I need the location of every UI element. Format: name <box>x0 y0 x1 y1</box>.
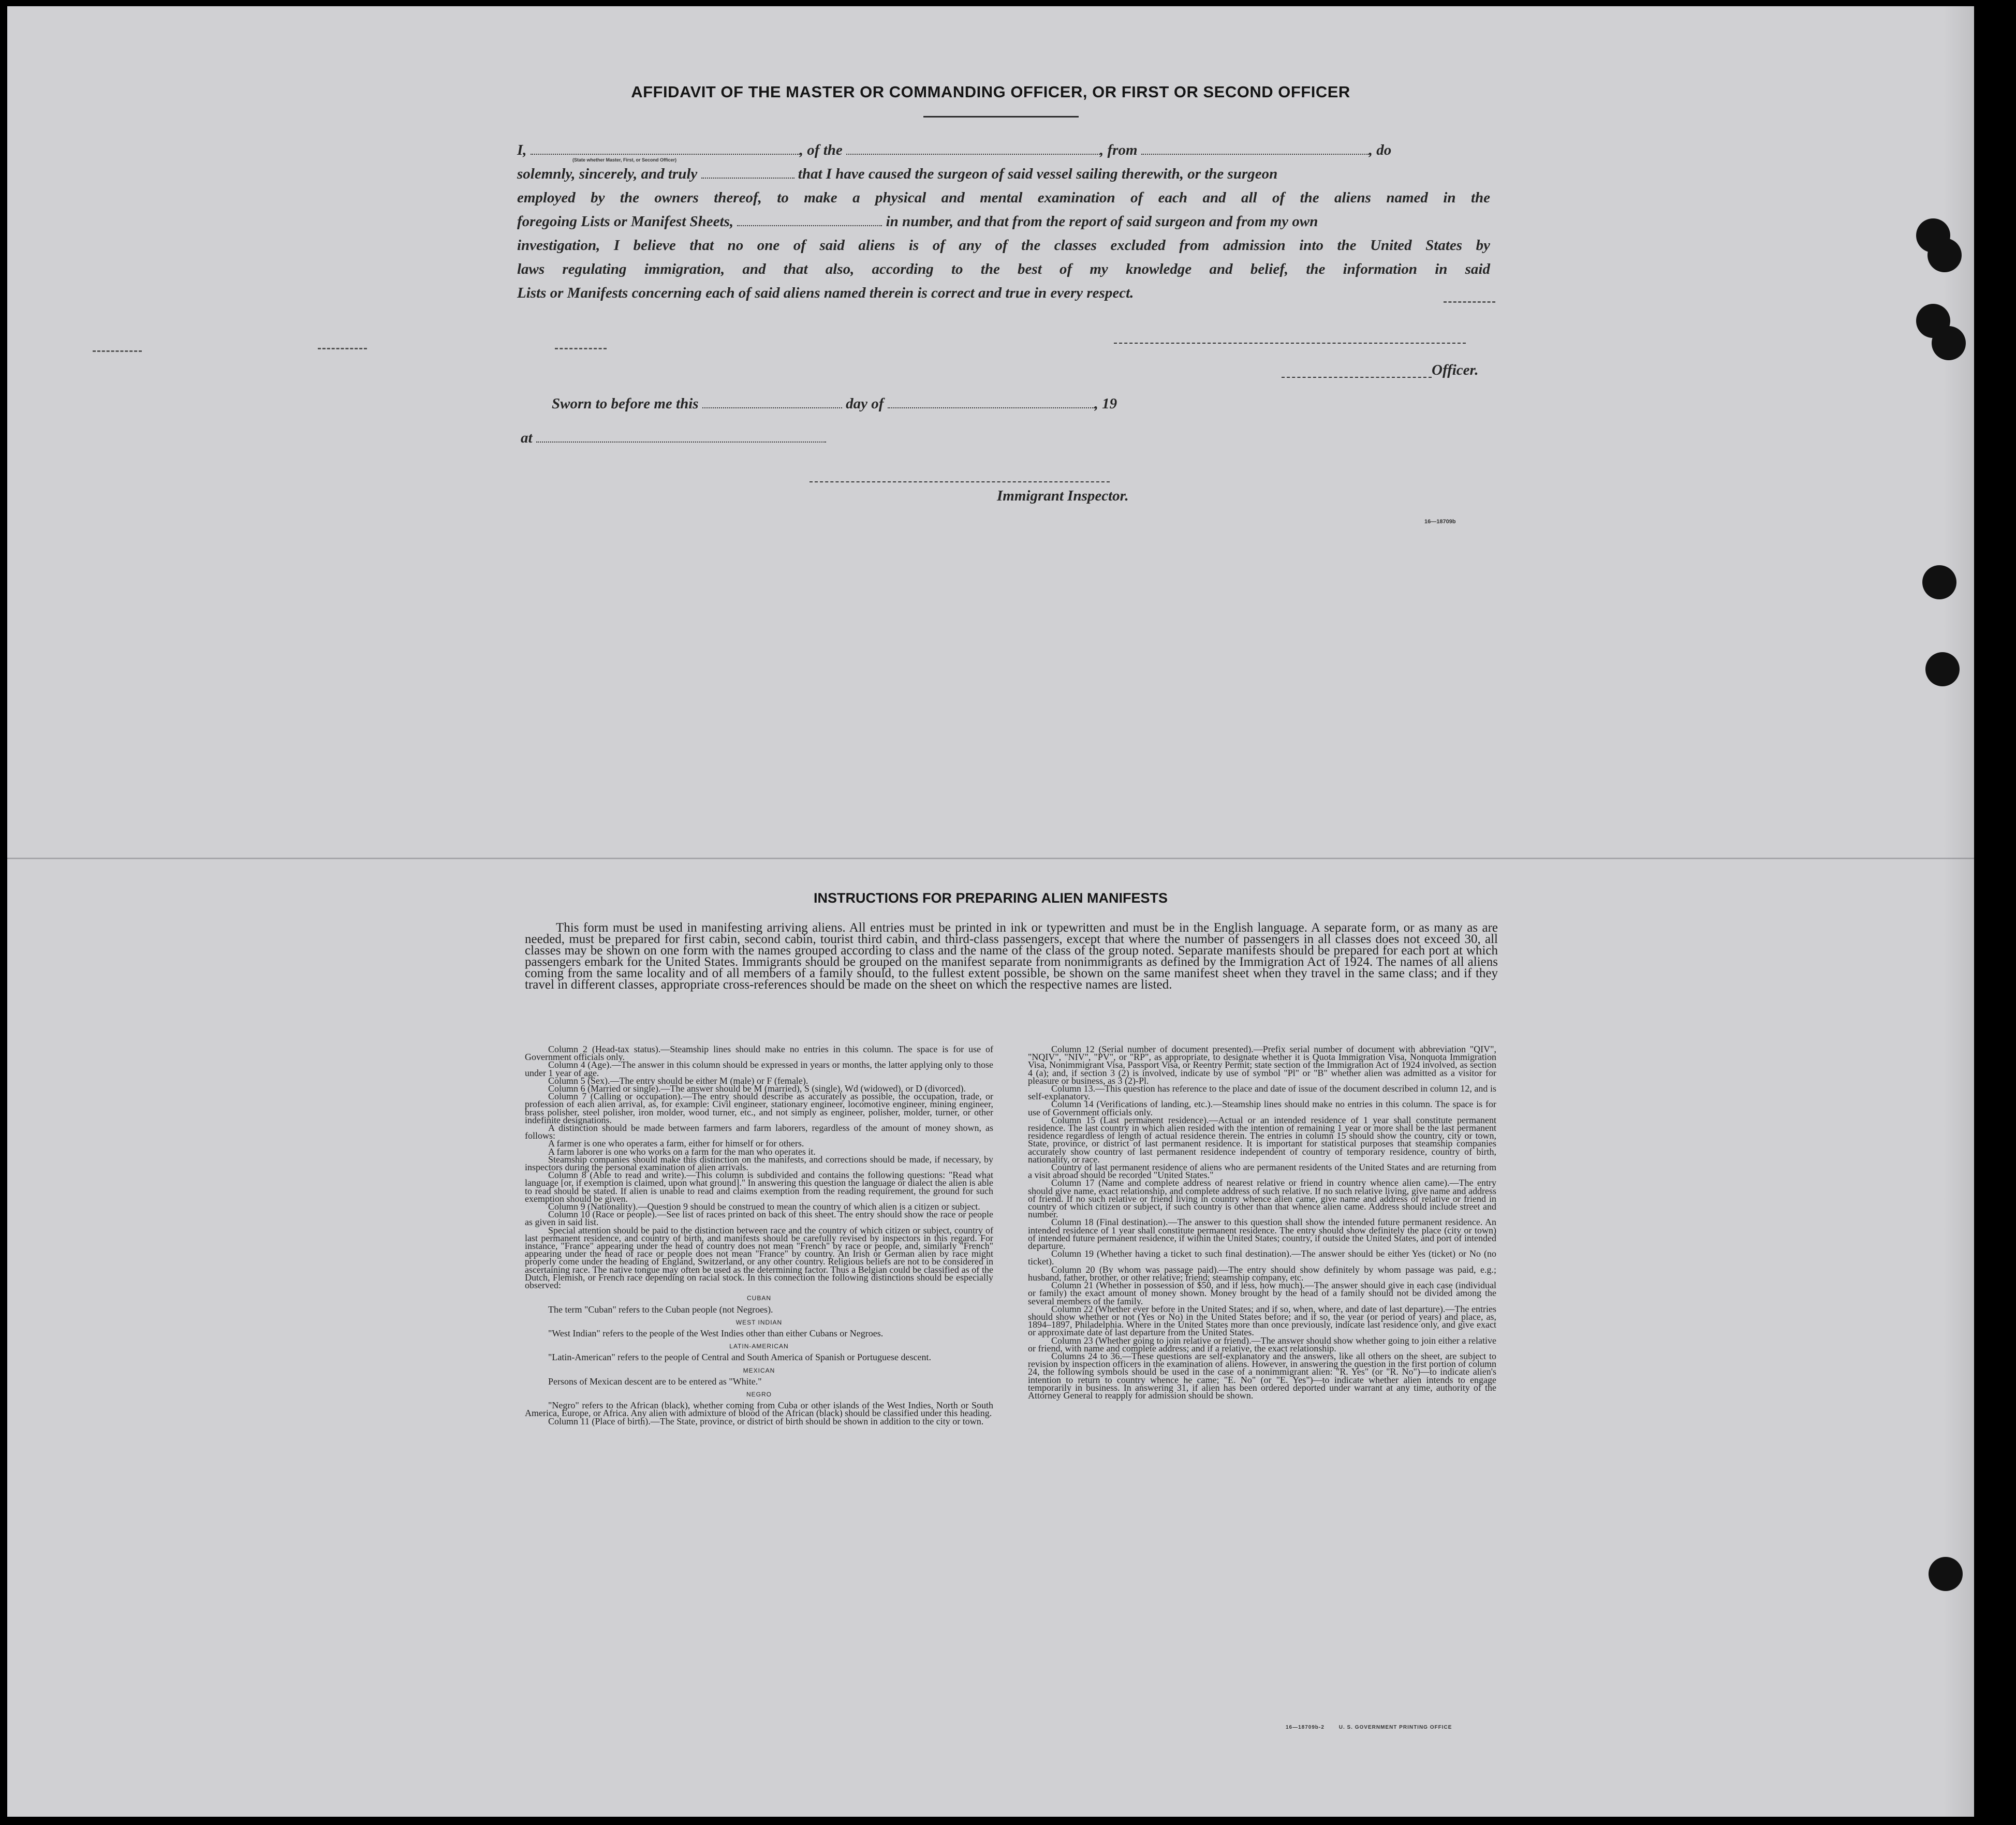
at-label: at <box>521 430 533 446</box>
affidavit-line-4b: in number, and that from the report of said surgeon and from my own <box>886 213 1318 230</box>
affidavit-line-2 <box>517 166 1490 183</box>
stray-mark <box>93 350 142 352</box>
instruction-paragraph: Column 6 (Married or single).—The answer should be M (married), S (single), Wd (widowed), or D (divorced). <box>548 1083 966 1094</box>
affidavit-line-3: employed by the owners thereof, to make a physical and mental examination of each and all of the aliens named in the <box>517 189 1490 206</box>
inspector-signature-line[interactable] <box>810 481 1110 482</box>
race-definition-cuban: The term "Cuban" refers to the Cuban people (not Negroes). <box>548 1304 773 1315</box>
affidavit-from: , from <box>1100 142 1138 158</box>
instruction-paragraph: A distinction should be made between farmers and farm laborers, regardless of the amount of money shown, as follows: <box>525 1123 993 1141</box>
sworn-text: Sworn to before me this <box>552 395 699 412</box>
affidavit-line-6: laws regulating immigration, and that also, according to the best of my knowledge and belief, the information in said <box>517 261 1490 277</box>
instruction-paragraph: Column 9 (Nationality).—Question 9 should be construed to mean the country of which alien is a citizen or subject. <box>548 1201 980 1212</box>
port-from-field[interactable] <box>1141 142 1369 155</box>
race-definition-west-indian: "West Indian" refers to the people of the West Indies other than either Cubans or Negroes. <box>548 1328 884 1338</box>
instruction-paragraph: Column 8 (Able to read and write).—This column is subdivided and contains the following questions: "Read what language [or, if exemption is claimed, upon what ground]." In answering this question the language or dialect the alien is able to read should be stated. If alien is unable to read and claims exemption from the reading requirement, the ground for such exemption should be given. <box>525 1170 993 1204</box>
day-of-text: day of <box>846 395 884 412</box>
race-heading-negro: NEGRO <box>746 1390 772 1398</box>
punch-hole <box>1925 652 1960 686</box>
edge-shadow <box>1943 6 1974 1817</box>
affidavit-line-2b: that I have caused the surgeon of said vessel sailing therewith, or the surgeon <box>798 166 1278 182</box>
instruction-paragraph: Column 23 (Whether going to join relative or friend).—The answer should show whether going to join either a relative or friend, with name and complete address; and if a relative, the exact relationship. <box>1028 1335 1496 1353</box>
fold-line <box>7 858 1974 859</box>
punch-hole <box>1929 1557 1963 1591</box>
instruction-paragraph: Columns 24 to 36.—These questions are self-explanatory and the answers, like all others on the sheet, are subject to revision by inspection officers in the examination of aliens. However, in answering the question in the first portion of column 24, the following symbols should be used in the case of a nonimmigrant alien: "R. Yes" (or "R. No")—to indicate alien's intention to return to country whence he came; "E. No" (or "E. Yes")—to indicate whether alien intends to engage temporarily in business. In answering 31, if alien has been ordered deported under warrant at any time, authority of the Attorney General to reapply for admission should be shown. <box>1028 1350 1496 1401</box>
instructions-intro: This form must be used in manifesting arriving aliens. All entries must be printed in ink or typewritten and must be in the English language. A separate form, or as many as are needed, must be prepared for first cabin, second cabin, tourist third cabin, and third-class passengers, except that where the number of passengers in all classes does not exceed 30, all classes may be shown on one form with the names grouped according to class and the name of the class of the group noted. Separate manifests should be prepared for each port at which passengers embark for the United States. Immigrants should be grouped on the manifest separate from nonimmigrants as defined by the Immigration Act of 1924. The names of all aliens coming from the same locality and of all members of a family should, to the fullest extent possible, be shown on the same manifest sheet when they travel in the same class; and if they travel in different classes, appropriate cross-references should be made on the sheet on which the respective names are listed. <box>525 921 1498 992</box>
instruction-paragraph: Column 2 (Head-tax status).—Steamship lines should make no entries in this column. The space is for use of Government officials only. <box>525 1044 993 1063</box>
vessel-name-field[interactable] <box>846 142 1100 155</box>
officer-label: Officer. <box>1432 362 1479 378</box>
race-definition-mexican: Persons of Mexican descent are to be entered as "White." <box>548 1376 762 1387</box>
instruction-paragraph: Column 10 (Race or people).—See list of races printed on back of this sheet. The entry should show the race or people as given in said list. <box>525 1209 993 1228</box>
officer-signature-line[interactable] <box>1282 377 1432 378</box>
instructions-title: INSTRUCTIONS FOR PREPARING ALIEN MANIFESTS <box>813 890 1168 906</box>
affidavit-of-the: , of the <box>799 142 843 158</box>
instruction-paragraph: Column 17 (Name and complete address of nearest relative or friend in country whence alien came).—The entry should give name, exact relationship, and complete address of such relative. If no such relative living, give name and address of friend. If no such relative or friend living in country whence alien came, give name and address of relative or friend in country of which citizen or subject, if such country is other than that whence alien came. Address should include street and number. <box>1028 1178 1496 1220</box>
instruction-paragraph: Column 4 (Age).—The answer in this column should be expressed in years or months, the latter applying only to those under 1 year of age. <box>525 1059 993 1078</box>
stray-mark <box>318 348 367 349</box>
printer-imprint: U. S. GOVERNMENT PRINTING OFFICE <box>1338 1725 1452 1730</box>
race-definition-negro: "Negro" refers to the African (black), whether coming from Cuba or other islands of the West Indies, North or South America, Europe, or Africa. Any alien with admixture of blood of the African (black) should be classified under this heading. <box>525 1400 993 1419</box>
affidavit-do: , do <box>1368 142 1392 158</box>
affidavit-line-4 <box>517 213 1490 230</box>
instruction-paragraph: Column 13.—This question has reference to the place and date of issue of the document described in column 12, and is self-explanatory. <box>1028 1083 1496 1102</box>
instruction-paragraph: A farm laborer is one who works on a farm for the man who operates it. <box>548 1146 816 1157</box>
affidavit-title: AFFIDAVIT OF THE MASTER OR COMMANDING OFFICER, OR FIRST OR SECOND OFFICER <box>631 83 1350 101</box>
instruction-paragraph: Column 21 (Whether in possession of $50, and if less, how much).—The answer should give in each case (individual or family) the exact amount of money shown. Money brought by the head of a family should not be divided among the several members of the family. <box>1028 1280 1496 1306</box>
punch-hole <box>1932 326 1966 360</box>
manifest-sheet <box>7 6 1974 1817</box>
instruction-paragraph: Column 18 (Final destination).—The answer to this question shall show the intended future permanent residence. An intended residence of 1 year shall constitute permanent residence. The entry should show definitely the place (city or town) of intended future permanent residence, if within the United States; country, if outside the United States, and port of intended departure. <box>1028 1217 1496 1252</box>
race-heading-mexican: MEXICAN <box>743 1366 775 1374</box>
instruction-paragraph: Special attention should be paid to the distinction between race and the country of which citizen or subject, country of last permanent residence, and country of birth, and manifests should be carefully revised by inspectors in this regard. For instance, "France" appearing under the head of country does not mean "French" by race or people, and, similarly "French" appearing under the head of race or people does not mean "France" by country. An Irish or German alien by race might properly come under the heading of England, Switzerland, or any other country. Religious beliefs are not to be considered in ascertaining race. The native tongue may often be used as the determining factor. Thus a Belgian could be classified as of the Dutch, Flemish, or French race depending on racial stock. In this connection the following distinctions should be especially observed: <box>525 1225 993 1291</box>
sworn-line <box>552 395 1117 413</box>
sworn-month-field[interactable] <box>888 396 1095 408</box>
sworn-day-field[interactable] <box>702 396 842 408</box>
affidavit-line-1 <box>517 142 1490 159</box>
punch-hole <box>1922 565 1956 599</box>
instructions-left-column <box>525 1046 993 1425</box>
officer-rank-field[interactable] <box>531 142 800 155</box>
instruction-paragraph: Country of last permanent residence of aliens who are permanent residents of the United States and are returning from a visit abroad should be recorded "United States." <box>1028 1162 1496 1181</box>
inspector-label: Immigrant Inspector. <box>997 488 1129 504</box>
affidavit-line-7: Lists or Manifests concerning each of said aliens named therein is correct and true in every respect. <box>517 285 1134 301</box>
title-underline <box>923 116 1079 117</box>
alien-count-field[interactable] <box>737 214 882 226</box>
race-heading-latin-american: LATIN-AMERICAN <box>729 1343 789 1350</box>
affidavit-form-code: 16—18709b <box>1424 519 1456 525</box>
rank-field-note: (State whether Master, First, or Second Officer) <box>572 157 677 163</box>
instruction-paragraph: Column 20 (By whom was passage paid).—The entry should show definitely by whom passage was paid, e.g.; husband, father, brother, or other relative; friend; steamship company, etc. <box>1028 1264 1496 1283</box>
affidavit-line-2a: solemnly, sincerely, and truly <box>517 166 698 182</box>
affidavit-line-5: investigation, I believe that no one of said aliens is of any of the classes excluded from admission into the United States by <box>517 237 1490 254</box>
signature-line[interactable] <box>1114 343 1466 344</box>
race-heading-west-indian: WEST INDIAN <box>735 1318 783 1326</box>
instruction-paragraph: Column 14 (Verifications of landing, etc.).—Steamship lines should make no entries in this column. The space is for use of Government officials only. <box>1028 1099 1496 1117</box>
affidavit-i: I, <box>517 142 527 158</box>
year-prefix: , 19 <box>1094 395 1117 412</box>
swear-field[interactable] <box>701 166 794 179</box>
instructions-right-column <box>1028 1046 1496 1400</box>
race-definition-latin-american: "Latin-American" refers to the people of Central and South America of Spanish or Portuguese descent. <box>548 1352 931 1363</box>
affidavit-line-4a: foregoing Lists or Manifest Sheets, <box>517 213 734 230</box>
sworn-place-field[interactable] <box>536 430 826 443</box>
stray-mark <box>555 348 607 349</box>
instruction-paragraph: Column 11 (Place of birth).—The State, province, or district of birth should be shown in addition to the city or town. <box>548 1416 984 1426</box>
instruction-paragraph: Column 19 (Whether having a ticket to such final destination).—The answer should be either Yes (ticket) or No (no ticket). <box>1028 1248 1496 1267</box>
instruction-paragraph: Column 5 (Sex).—The entry should be either M (male) or F (female). <box>548 1075 808 1086</box>
instruction-paragraph: Steamship companies should make this distinction on the manifests, and corrections should be made, if necessary, by inspectors during the personal examination of alien arrivals. <box>525 1154 993 1173</box>
footer-codes <box>1286 1725 1464 1730</box>
instruction-paragraph: A farmer is one who operates a farm, either for himself or for others. <box>548 1138 804 1149</box>
race-heading-cuban: CUBAN <box>746 1294 771 1302</box>
instruction-paragraph: Column 15 (Last permanent residence).—Actual or an intended residence of 1 year shall constitute permanent residence. The last country in which alien resided with the intention of remaining 1 year or more shall be the last permanent residence regardless of length of actual residence therein. The entries in column 15 should show the country, city or town, State, province, or district of last permanent residence. It is important for statistical purposes that steamship companies accurately show country of last permanent residence independent of country of temporary residence, country of birth, nationality, or race. <box>1028 1114 1496 1165</box>
instruction-paragraph: Column 22 (Whether ever before in the United States; and if so, when, where, and date of last departure).—The entries should show whether or not (Yes or No) in the United States before; and if so, the year (or period of years) and place, as, 1894–1897, Philadelphia. Where in the United States more than once previously, indicate last residence only, and give exact or approximate date of last departure from the United States. <box>1028 1303 1496 1338</box>
punch-hole <box>1927 238 1962 272</box>
instruction-paragraph: Column 7 (Calling or occupation).—The entry should describe as accurately as possible, the occupation, trade, or profession of each alien arrival, as, for example: Civil engineer, stationary engineer, locomotive engineer, mining engineer, brass polisher, steel polisher, iron molder, wood turner, etc., and not simply as engineer, polisher, molder, turner, or other indefinite designations. <box>525 1091 993 1125</box>
form-number: 16—18709b-2 <box>1286 1725 1325 1730</box>
instruction-paragraph: Column 12 (Serial number of document presented).—Prefix serial number of document with abbreviation "QIV", "NQIV", "NIV", "PV", or "RP", as appropriate, to designate whether it is Quota Immigration Visa, Nonquota Immigration Visa, Nonimmigrant Visa, Passport Visa, or Reentry Permit; state section of the Immigration Act of 1924 involved, as section 4 (a); and, if section 3 (2) is involved, indicate by use of symbol "Pl" or "B" whether alien was admitted as a visitor for pleasure or business, as 3 (2)-Pl. <box>1028 1044 1496 1086</box>
at-line <box>521 430 826 447</box>
